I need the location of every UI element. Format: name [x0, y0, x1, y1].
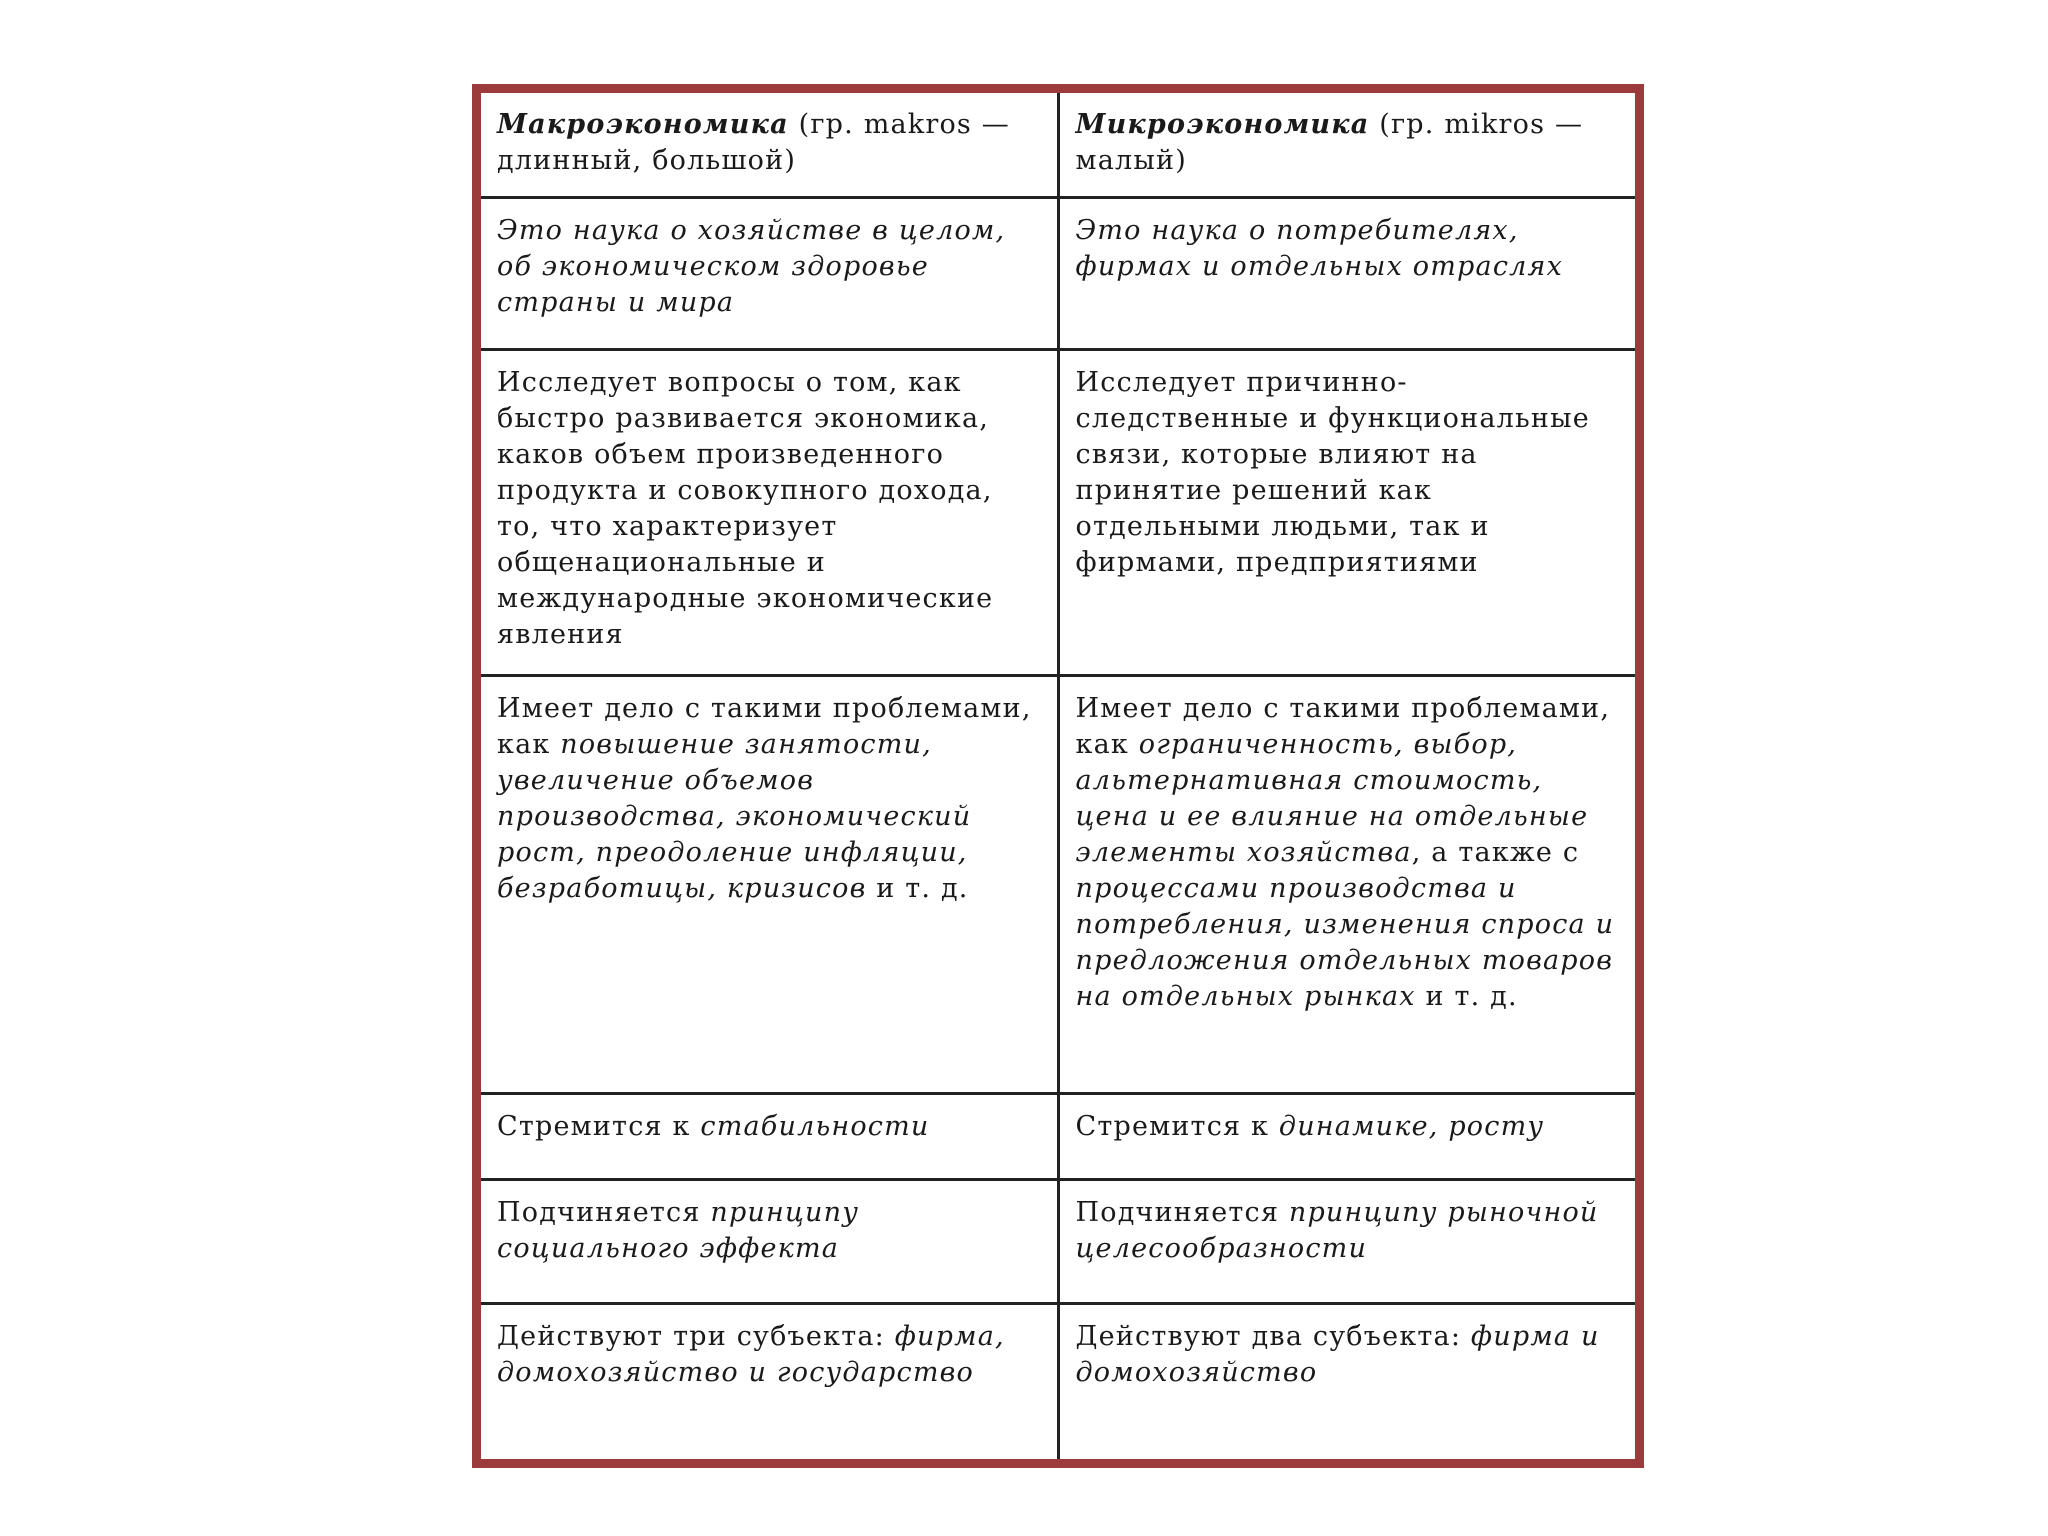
micro-definition-cell — [1058, 197, 1635, 349]
table-row — [481, 349, 1635, 675]
cell-text-segment: Это наука о хозяйстве в целом, об экономическом здоровье страны и мира — [497, 214, 1006, 318]
cell-text-segment: Подчиняется — [497, 1196, 711, 1228]
cell-text-segment: и т. д. — [1415, 980, 1518, 1012]
macro-micro-comparison-table — [481, 93, 1635, 1459]
cell-text-segment: Действуют два субъекта: — [1075, 1320, 1471, 1352]
table-row — [481, 93, 1635, 197]
cell-text-segment: стабильности — [700, 1110, 930, 1142]
cell-text-segment: Это наука о потребителях, фирмах и отдельных отраслях — [1075, 214, 1564, 282]
cell-text-segment: принципу социального эффекта — [497, 1196, 860, 1264]
cell-text-segment: повышение занятости, увеличение объемов производства, экономический рост, преодоление инфляции, безработицы, кризисов — [497, 728, 972, 904]
comparison-table-frame — [472, 84, 1644, 1468]
cell-text-segment: динамике, росту — [1278, 1110, 1545, 1142]
cell-text-segment: принципу рыночной целесообразности — [1075, 1196, 1599, 1264]
micro-subjects-cell — [1058, 1303, 1635, 1459]
cell-text-segment: фирма, домохозяйство и государство — [497, 1320, 1005, 1388]
table-row — [481, 197, 1635, 349]
cell-text-segment: процессами производства и потребления, изменения спроса и предложения отдельных товаров на отдельных рынках — [1075, 872, 1615, 1012]
macro-header-cell — [481, 93, 1058, 197]
micro-research-cell — [1058, 349, 1635, 675]
cell-text-segment: Подчиняется — [1075, 1196, 1289, 1228]
macro-research-cell — [481, 349, 1058, 675]
cell-text-segment: Микроэкономика — [1075, 109, 1370, 140]
cell-text-segment: и т. д. — [866, 872, 969, 904]
cell-text-segment: Действуют три субъекта: — [497, 1320, 895, 1352]
micro-principle-cell — [1058, 1179, 1635, 1303]
cell-text-segment: (гр. makros — длинный, большой) — [497, 109, 1010, 176]
cell-text-segment: Имеет дело с такими проблемами, как — [1075, 692, 1611, 760]
table-row — [481, 1303, 1635, 1459]
cell-text-segment: Макроэкономика — [497, 109, 789, 140]
cell-text-segment: , а также с — [1411, 836, 1580, 868]
cell-text-segment: ограниченность, выбор, альтернативная стоимость, цена и ее влияние на отдельные элементы хозяйства — [1075, 728, 1589, 868]
micro-goal-cell — [1058, 1093, 1635, 1179]
micro-problems-cell — [1058, 675, 1635, 1093]
cell-text-segment: Исследует причинно-следственные и функциональные связи, которые влияют на принятие решений как отдельными людьми, так и фирмами, предприятиями — [1075, 366, 1590, 578]
macro-goal-cell — [481, 1093, 1058, 1179]
macro-subjects-cell — [481, 1303, 1058, 1459]
cell-text-segment: Имеет дело с такими проблемами, как — [497, 692, 1032, 760]
cell-text-segment: (гр. mikros — малый) — [1075, 109, 1584, 176]
macro-definition-cell — [481, 197, 1058, 349]
table-row — [481, 675, 1635, 1093]
cell-text-segment: Стремится к — [497, 1110, 701, 1142]
table-row — [481, 1179, 1635, 1303]
cell-text-segment: фирма и домохозяйство — [1075, 1320, 1600, 1388]
macro-principle-cell — [481, 1179, 1058, 1303]
table-row — [481, 1093, 1635, 1179]
cell-text-segment: Стремится к — [1075, 1110, 1279, 1142]
micro-header-cell — [1058, 93, 1635, 197]
cell-text-segment: Исследует вопросы о том, как быстро развивается экономика, каков объем произведенного продукта и совокупного дохода, то, что характеризует общенациональные и международные экономические явления — [497, 366, 994, 650]
macro-problems-cell — [481, 675, 1058, 1093]
